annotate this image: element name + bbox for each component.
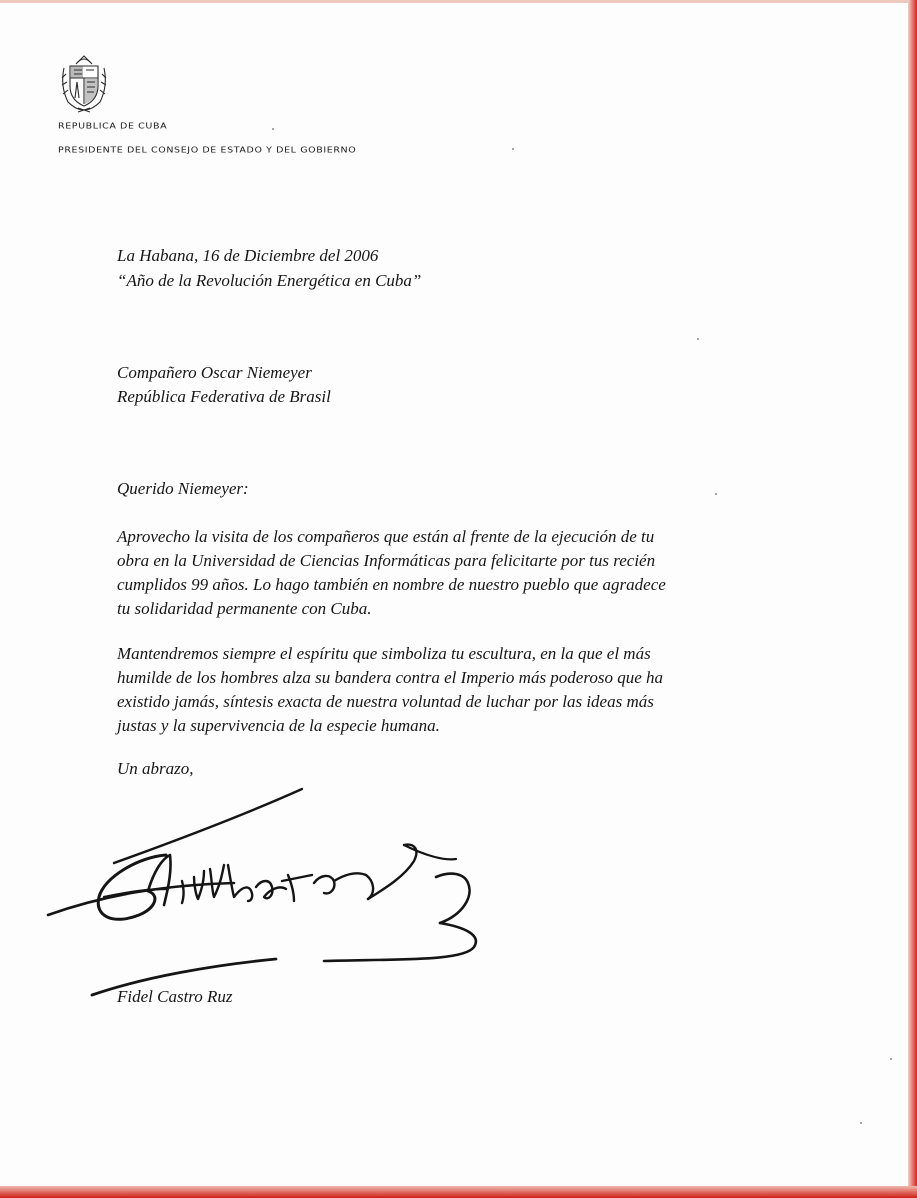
paragraph-1-line: tu solidaridad permanente con Cuba. (117, 599, 372, 618)
paper-speck (860, 1122, 862, 1124)
paragraph-1-line: Aprovecho la visita de los compañeros que están al frente de la ejecución de tu (117, 527, 655, 546)
paragraph-2-line: Mantendremos siempre el espíritu que simboliza tu escultura, en la que el más (117, 644, 651, 663)
page-bottom-edge (0, 1186, 917, 1198)
page-top-edge (0, 0, 917, 3)
recipient-country: República Federativa de Brasil (117, 387, 331, 406)
place-and-date: La Habana, 16 de Diciembre del 2006 (117, 246, 379, 265)
coat-of-arms-icon (58, 52, 110, 114)
letterhead-office: PRESIDENTE DEL CONSEJO DE ESTADO Y DEL GOBIERNO (58, 146, 357, 155)
paper-speck (890, 1058, 892, 1060)
salutation: Querido Niemeyer: (117, 479, 249, 498)
paragraph-1-line: cumplidos 99 años. Lo hago también en nombre de nuestro pueblo que agradece (117, 575, 666, 594)
paragraph-2-line: humilde de los hombres alza su bandera contra el Imperio más poderoso que ha (117, 668, 664, 687)
paper-speck (697, 338, 699, 340)
handwritten-signature (44, 785, 504, 1000)
letterhead-country: REPUBLICA DE CUBA (58, 122, 168, 131)
paragraph-1-line: obra en la Universidad de Ciencias Informáticas para felicitarte por tus recién (117, 551, 656, 570)
page-right-edge (908, 0, 917, 1198)
year-motto: “Año de la Revolución Energética en Cuba” (117, 271, 422, 290)
paper-speck (715, 493, 717, 495)
closing: Un abrazo, (117, 759, 194, 778)
paper-speck (272, 128, 274, 130)
paper-speck (512, 148, 514, 150)
paragraph-2-line: existido jamás, síntesis exacta de nuestra voluntad de luchar por las ideas más (117, 692, 654, 711)
signatory-name: Fidel Castro Ruz (117, 987, 233, 1006)
paragraph-2-line: justas y la supervivencia de la especie humana. (117, 716, 440, 735)
recipient-name: Compañero Oscar Niemeyer (117, 363, 312, 382)
